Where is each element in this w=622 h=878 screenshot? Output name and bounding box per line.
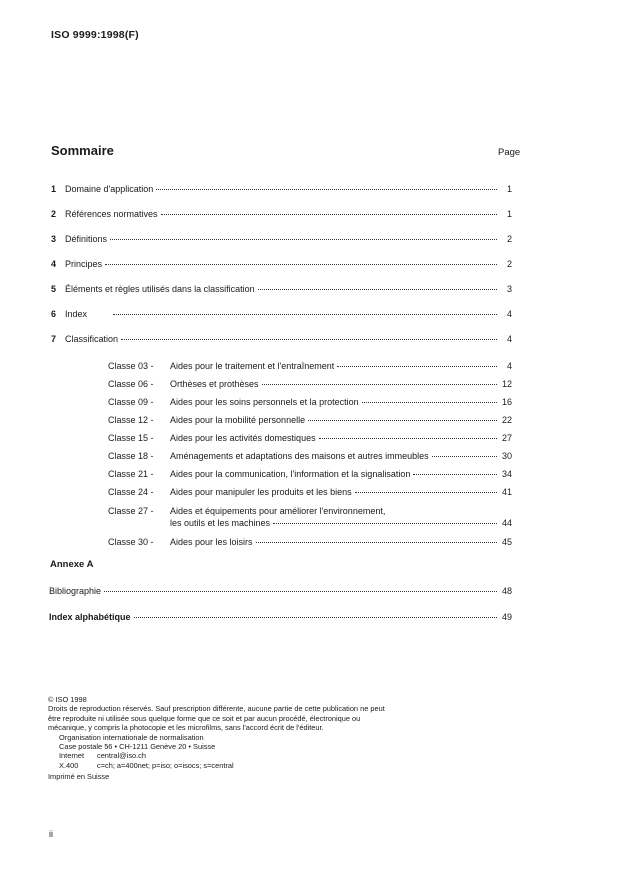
leader-dots — [262, 384, 497, 385]
toc-entry-number: 6 — [51, 309, 57, 319]
toc-entry-page: 4 — [506, 309, 512, 319]
toc-entry-label: Index alphabétique — [49, 612, 131, 622]
class-code: Classe 06 - — [108, 379, 154, 389]
printed-in: Imprimé en Suisse — [48, 772, 110, 782]
toc-entry — [51, 234, 512, 244]
toc-entry-page: 4 — [506, 334, 512, 344]
annexe-heading: Annexe A — [50, 559, 94, 570]
toc-entry-page: 2 — [506, 259, 512, 269]
copyright-notice: Droits de reproduction réservés. Sauf prescription différente, aucune partie de cette publication ne peut être reproduite ni utilisée sous quelque forme que ce soit et par aucun procédé, électronique ou mécanique, y compris la photocopie et les microfilms, sans l'accord écrit de l'éditeur. — [48, 704, 385, 733]
leader-dots — [337, 366, 497, 367]
class-page: 34 — [501, 469, 512, 479]
toc-entry — [51, 334, 512, 344]
class-label: Aides pour les activités domestiques — [170, 433, 316, 443]
toc-class-entry — [108, 397, 512, 407]
class-label: Aides pour le traitement et l'entraînement — [170, 361, 335, 371]
leader-dots — [161, 214, 497, 215]
class-code: Classe 21 - — [108, 469, 154, 479]
class-code: Classe 24 - — [108, 487, 154, 497]
toc-entry-label: Domaine d'application — [65, 184, 154, 194]
toc-entry-number: 7 — [51, 334, 57, 344]
toc-entry — [51, 259, 512, 269]
toc-class-entry — [108, 451, 512, 461]
x400-value: c=ch; a=400net; p=iso; o=isocs; s=central — [97, 760, 234, 770]
toc-class-entry — [108, 469, 512, 479]
toc-class-entry — [108, 537, 512, 547]
leader-dots — [362, 402, 497, 403]
toc-entry-page: 49 — [501, 612, 512, 622]
leader-dots — [121, 339, 497, 340]
class-page: 41 — [501, 487, 512, 497]
toc-class-entry — [108, 433, 512, 443]
organization-name: Organisation internationale de normalisation — [59, 732, 204, 742]
class-page: 30 — [501, 451, 512, 461]
page-number: ii — [49, 829, 53, 839]
toc-entry-number: 5 — [51, 284, 57, 294]
class-page: 4 — [506, 361, 512, 371]
toc-entry-number: 3 — [51, 234, 57, 244]
toc-class-entry — [108, 487, 512, 497]
leader-dots — [105, 264, 497, 265]
class-label: Aides pour les soins personnels et la protection — [170, 397, 359, 407]
class-label: Aménagements et adaptations des maisons et autres immeubles — [170, 451, 429, 461]
leader-dots — [113, 314, 497, 315]
toc-entry-label: Index — [65, 309, 88, 319]
toc-title: Sommaire — [51, 143, 114, 158]
toc-entry-label: Bibliographie — [49, 586, 102, 596]
toc-entry-page: 48 — [501, 586, 512, 596]
toc-entry — [51, 184, 512, 194]
class-code: Classe 15 - — [108, 433, 154, 443]
x400-contact — [59, 761, 398, 770]
toc-class-entry-continuation — [170, 518, 512, 528]
toc-entry-number: 2 — [51, 209, 57, 219]
toc-entry-number: 1 — [51, 184, 57, 194]
class-label: Orthèses et prothèses — [170, 379, 259, 389]
toc-entry-label: Éléments et règles utilisés dans la classification — [65, 284, 255, 294]
internet-key: Internet — [59, 751, 85, 761]
leader-dots — [104, 591, 497, 592]
class-page: 12 — [501, 379, 512, 389]
toc-entry-label: Définitions — [65, 234, 108, 244]
class-code: Classe 30 - — [108, 537, 154, 547]
leader-dots — [258, 289, 497, 290]
organization-address: Case postale 56 • CH-1211 Genève 20 • Suisse — [59, 742, 216, 752]
internet-value: central@iso.ch — [97, 751, 146, 761]
class-code: Classe 27 - — [108, 506, 154, 516]
leader-dots — [110, 239, 497, 240]
toc-entry-page: 3 — [506, 284, 512, 294]
toc-entry-label: Principes — [65, 259, 103, 269]
leader-dots — [319, 438, 497, 439]
toc-entry-label: Classification — [65, 334, 119, 344]
class-page: 22 — [501, 415, 512, 425]
toc-class-entry — [108, 506, 512, 516]
toc-class-entry — [108, 361, 512, 371]
leader-dots — [273, 523, 497, 524]
internet-contact — [59, 751, 398, 760]
class-label: Aides et équipements pour améliorer l'environnement, — [170, 506, 386, 516]
document-id-header: ISO 9999:1998(F) — [51, 29, 139, 41]
class-page: 45 — [501, 537, 512, 547]
toc-entry — [51, 209, 512, 219]
toc-entry — [51, 309, 512, 319]
toc-page-column-label: Page — [498, 147, 521, 158]
toc-entry-label: Références normatives — [65, 209, 158, 219]
toc-entry-page: 1 — [506, 184, 512, 194]
toc-entry-bibliographie — [49, 586, 512, 596]
copyright-line: © ISO 1998 — [48, 695, 87, 704]
class-label: Aides pour les loisirs — [170, 537, 253, 547]
class-label-continuation: les outils et les machines — [170, 518, 271, 528]
leader-dots — [134, 617, 497, 618]
copyright-block — [48, 695, 398, 782]
class-code: Classe 03 - — [108, 361, 154, 371]
class-code: Classe 12 - — [108, 415, 154, 425]
x400-key: X.400 — [59, 760, 79, 770]
class-label: Aides pour la mobilité personnelle — [170, 415, 306, 425]
toc-entry-index-alphabetique — [49, 612, 512, 622]
toc-entry-number: 4 — [51, 259, 57, 269]
class-label: Aides pour manipuler les produits et les biens — [170, 487, 352, 497]
class-page: 16 — [501, 397, 512, 407]
leader-dots — [432, 456, 497, 457]
toc-class-entry — [108, 415, 512, 425]
leader-dots — [308, 420, 497, 421]
class-label: Aides pour la communication, l'information et la signalisation — [170, 469, 411, 479]
class-code: Classe 18 - — [108, 451, 154, 461]
leader-dots — [413, 474, 497, 475]
class-page: 44 — [501, 518, 512, 528]
toc-entry — [51, 284, 512, 294]
class-code: Classe 09 - — [108, 397, 154, 407]
toc-entry-page: 2 — [506, 234, 512, 244]
toc-class-entry — [108, 379, 512, 389]
class-page: 27 — [501, 433, 512, 443]
leader-dots — [256, 542, 497, 543]
toc-entry-page: 1 — [506, 209, 512, 219]
leader-dots — [156, 189, 497, 190]
leader-dots — [355, 492, 497, 493]
